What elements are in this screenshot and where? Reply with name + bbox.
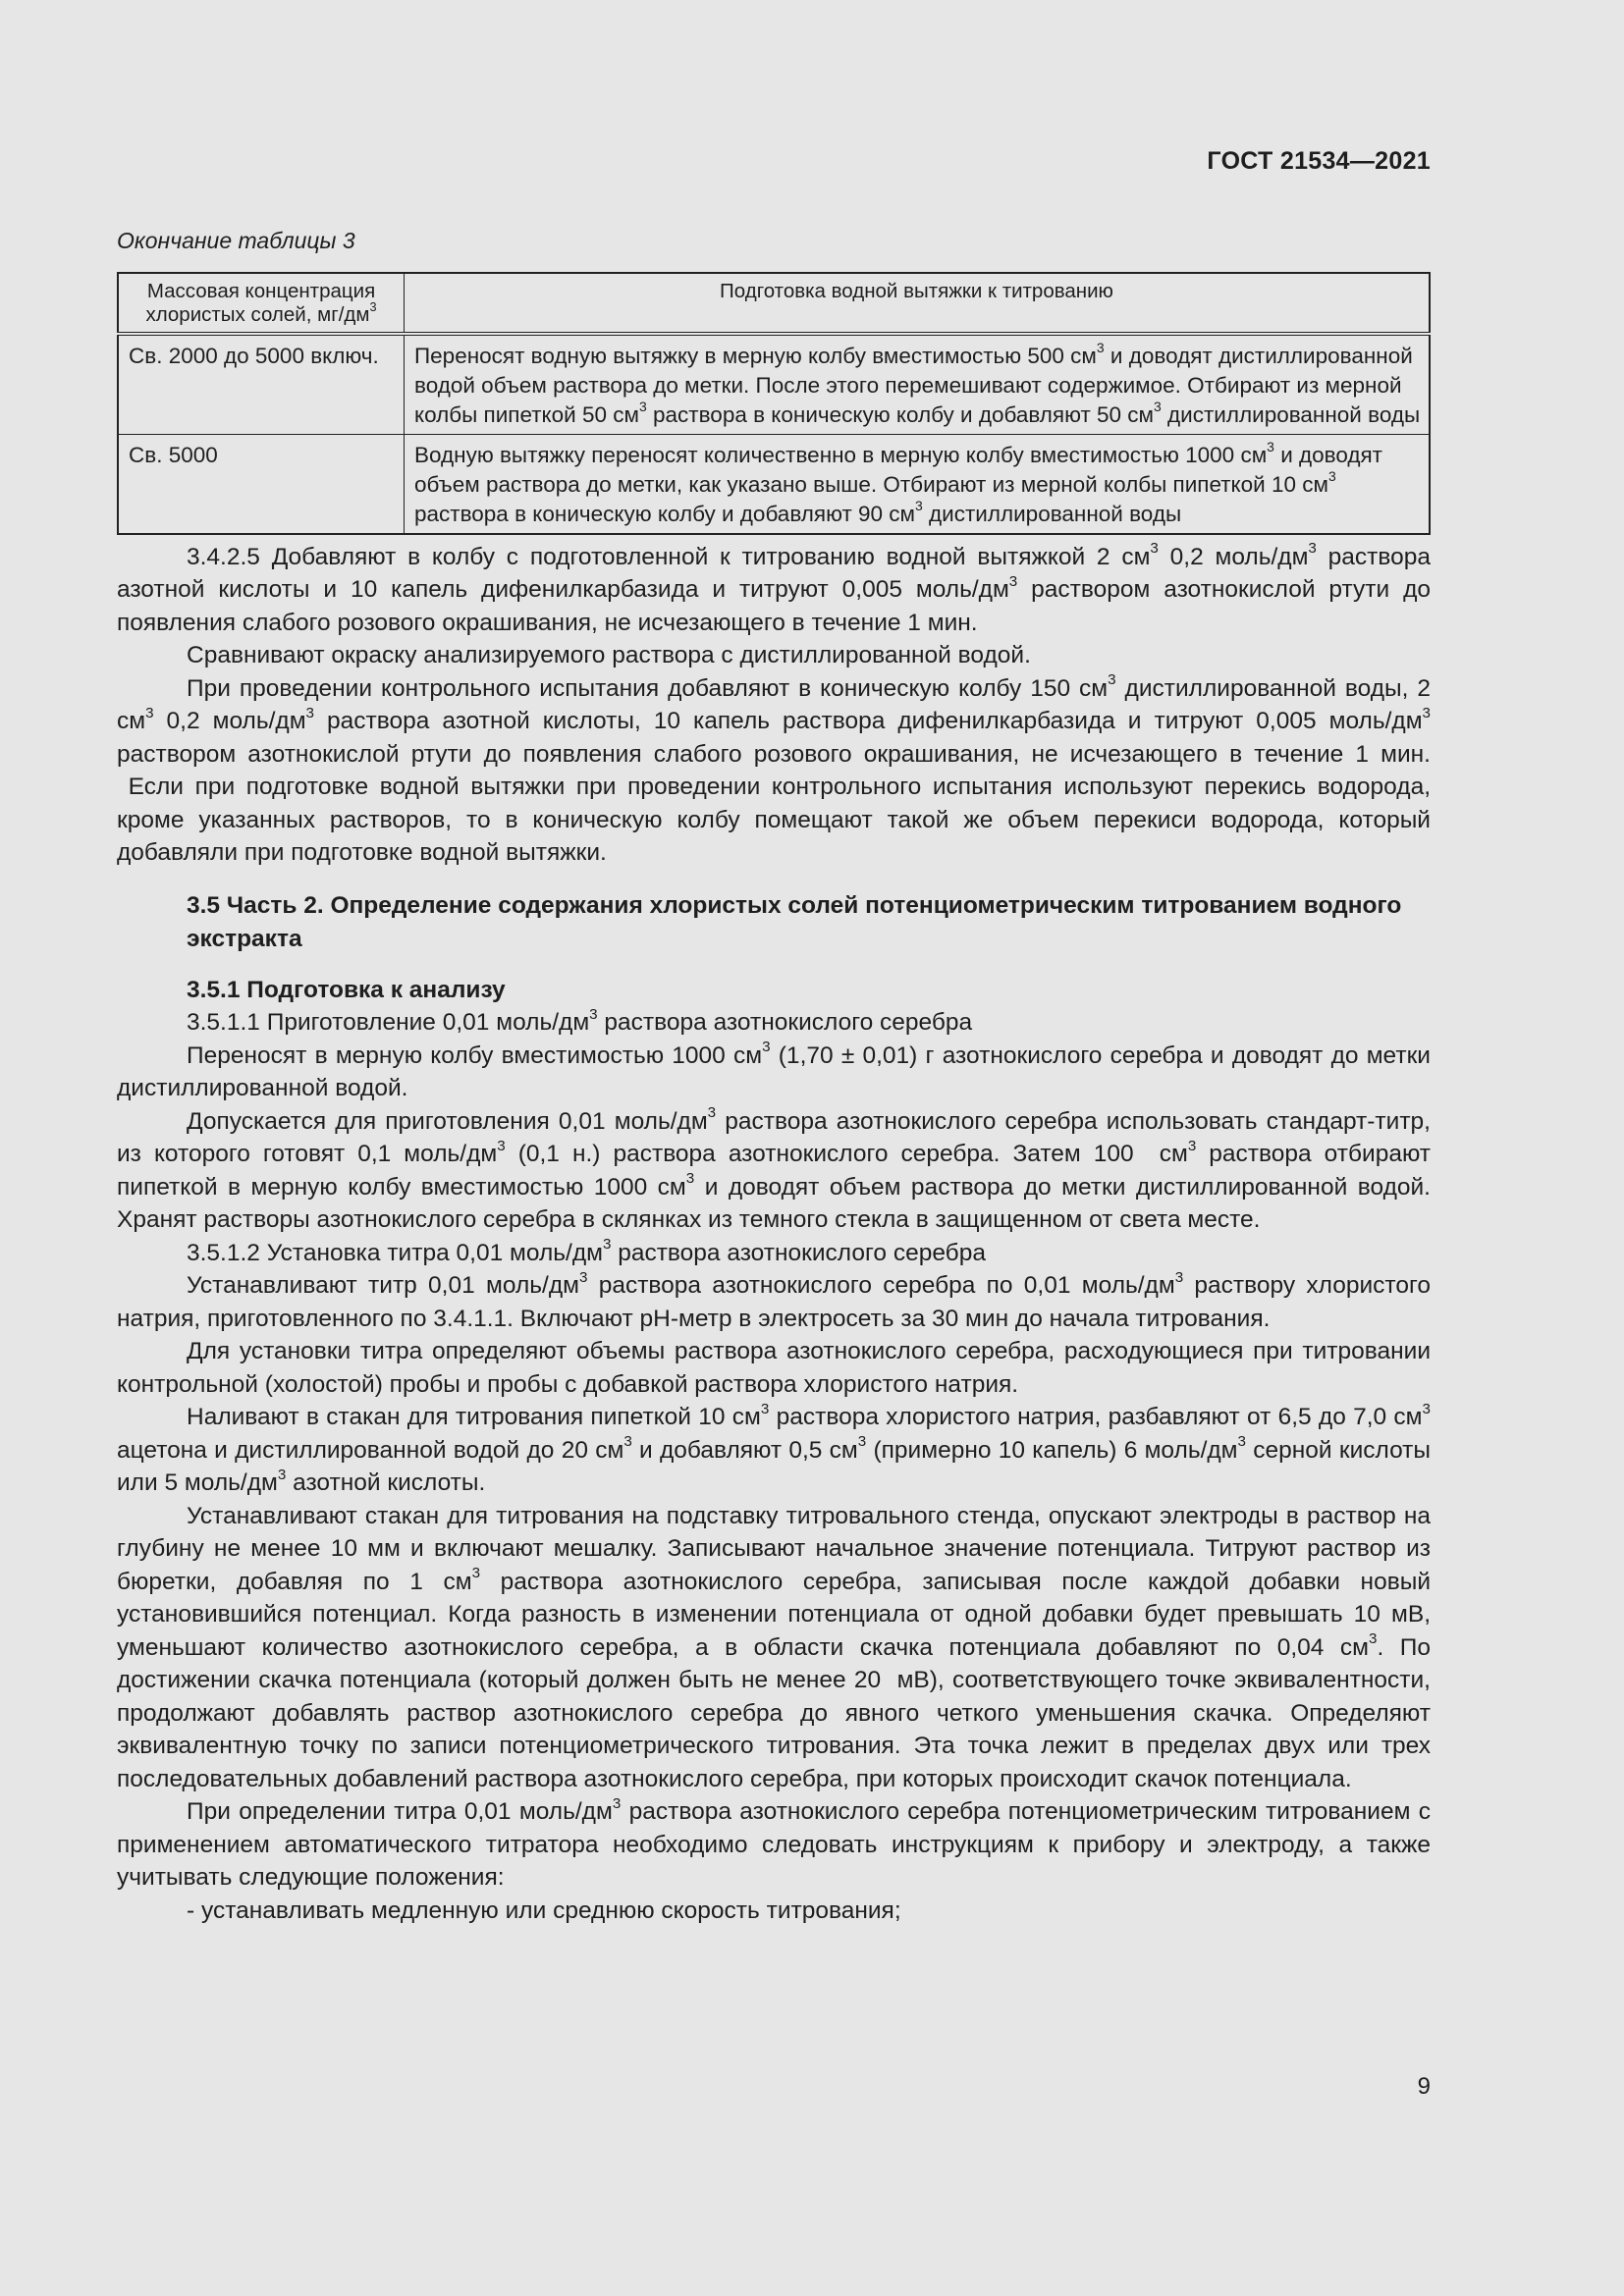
table-cell-concentration: Св. 5000 (118, 434, 405, 534)
paragraph: Для установки титра определяют объемы раствора азотнокислого серебра, расходующиеся при титровании контрольной (холостой) пробы и пробы с добавкой раствора хлористого натрия. (117, 1338, 1431, 1398)
table-cell-preparation: Водную вытяжку переносят количественно в мерную колбу вместимостью 1000 $см^3$ и доводят объем раствора до метки, как указано выше. Отбирают из мерной колбы пипеткой 10 $см^3$ раствора в коническую колбу и добавляют 90 $см^3$ дистиллированной воды (405, 434, 1431, 534)
paragraph: Допускается для приготовления 0,01 моль/$дм^3$ раствора азотнокислого серебра использовать стандарт-титр, из которого готовят 0,1 моль/$дм^3$ (0,1 н.) раствора азотнокислого серебра. Затем 100 $см^3$ раствора отбирают пипеткой в мерную колбу вместимостью 1000 $см^3$ и доводят объем раствора до метки дистиллированной водой. Хранят растворы азотнокислого серебра в склянках из темного стекла в защищенном от света месте. (117, 1104, 1432, 1233)
document-header: ГОСТ 21534—2021 (1207, 147, 1431, 175)
section-heading-3-5-1: 3.5.1 Подготовка к анализу (187, 976, 506, 1003)
paragraph: При проведении контрольного испытания добавляют в коническую колбу 150 $см^3$ дистиллированной воды, 2 $см^3$ 0,2 моль/$дм^3$ раствора азотной кислоты, 10 капель раствора дифенилкарбазида и титруют 0,005 моль/$дм^3$ раствором азотнокислой ртути до появления слабого розового окрашивания, не исчезающего в течение 1 мин. Если при подготовке водной вытяжки при проведении контрольного испытания используют перекись водорода, кроме указанных растворов, то в коническую колбу помещают такой же объем перекиси водорода, который добавляли при подготовке водной вытяжки. (117, 671, 1431, 866)
page-content (117, 225, 1431, 1927)
paragraph: 3.5.1.2 Установка титра 0,01 моль/$дм^3$ раствора азотнокислого серебра (187, 1236, 986, 1266)
page-number: 9 (1417, 2073, 1431, 2100)
table-caption: Окончание таблицы 3 (117, 228, 355, 253)
paragraph-3425: 3.4.2.5 Добавляют в колбу с подготовленной к титрованию водной вытяжкой 2 $см^3$ 0,2 моль/$дм^3$ раствора азотной кислоты и 10 капель дифенилкарбазида и титруют 0,005 моль/$дм^3$ раствором азотнокислой ртути до появления слабого розового окрашивания, не исчезающего в течение 1 мин. (117, 540, 1431, 636)
table-header-col2: Подготовка водной вытяжки к титрованию (405, 273, 1431, 334)
table-header-col1: Массовая концентрация хлористых солей, $мг/дм^3$ (118, 273, 405, 334)
paragraph: Устанавливают титр 0,01 моль/$дм^3$ раствора азотнокислого серебра по 0,01 моль/$дм^3$ раствору хлористого натрия, приготовленного по 3.4.1.1. Включают рН-метр в электросеть за 30 мин до начала титрования. (117, 1268, 1431, 1332)
table-cell-preparation: Переносят водную вытяжку в мерную колбу вместимостью 500 $см^3$ и доводят дистиллированной водой объем раствора до метки. После этого перемешивают содержимое. Отбирают из мерной колбы пипеткой 50 $см^3$ раствора в коническую колбу и добавляют 50 $см^3$ дистиллированной воды (405, 334, 1431, 435)
paragraph: 3.5.1.1 Приготовление 0,01 моль/$дм^3$ раствора азотнокислого серебра (187, 1005, 973, 1036)
list-item: - устанавливать медленную или среднюю скорость титрования; (187, 1896, 901, 1924)
section-heading-3-5: 3.5 Часть 2. Определение содержания хлористых солей потенциометрическим титрованием водного экстракта (187, 891, 1402, 952)
paragraph: При определении титра 0,01 моль/$дм^3$ раствора азотнокислого серебра потенциометрическим титрованием с применением автоматического титратора необходимо следовать инструкциям к прибору и электроду, а также учитывать следующие положения: (117, 1794, 1432, 1891)
table-3-end (117, 272, 1431, 535)
table-cell-concentration: Св. 2000 до 5000 включ. (118, 334, 405, 435)
table-row (118, 434, 1430, 534)
paragraph: Наливают в стакан для титрования пипеткой 10 $см^3$ раствора хлористого натрия, разбавляют от 6,5 до 7,0 $см^3$ ацетона и дистиллированной водой до 20 $см^3$ и добавляют 0,5 $см^3$ (примерно 10 капель) 6 моль/$дм^3$ серной кислоты или 5 моль/$дм^3$ азотной кислоты. (117, 1400, 1431, 1496)
table-row (118, 334, 1430, 435)
paragraph: Сравнивают окраску анализируемого раствора с дистиллированной водой. (187, 642, 1031, 668)
paragraph: Переносят в мерную колбу вместимостью 1000 $см^3$ (1,70 ± 0,01) г азотнокислого серебра и доводят до метки дистиллированной водой. (117, 1039, 1431, 1101)
table-header-row (118, 273, 1430, 334)
paragraph: Устанавливают стакан для титрования на подставку титровального стенда, опускают электроды в раствор на глубину не менее 10 мм и включают мешалку. Записывают начальное значение потенциала. Титруют раствор из бюретки, добавляя по 1 $см^3$ раствора азотнокислого серебра, записывая после каждой добавки новый установившийся потенциал. Когда разность в изменении потенциала от одной добавки будет превышать 10 мВ, уменьшают количество азотнокислого серебра, а в области скачка потенциала добавляют по 0,04 $см^3$. По достижении скачка потенциала (который должен быть не менее 20 мВ), соответствующего точке эквивалентности, продолжают добавлять раствор азотнокислого серебра до явного четкого уменьшения скачка. Определяют эквивалентную точку по записи потенциометрического титрования. Эта точка лежит в пределах двух или трех последовательных добавлений раствора азотнокислого серебра, при которых происходит скачок потенциала. (117, 1502, 1431, 1792)
